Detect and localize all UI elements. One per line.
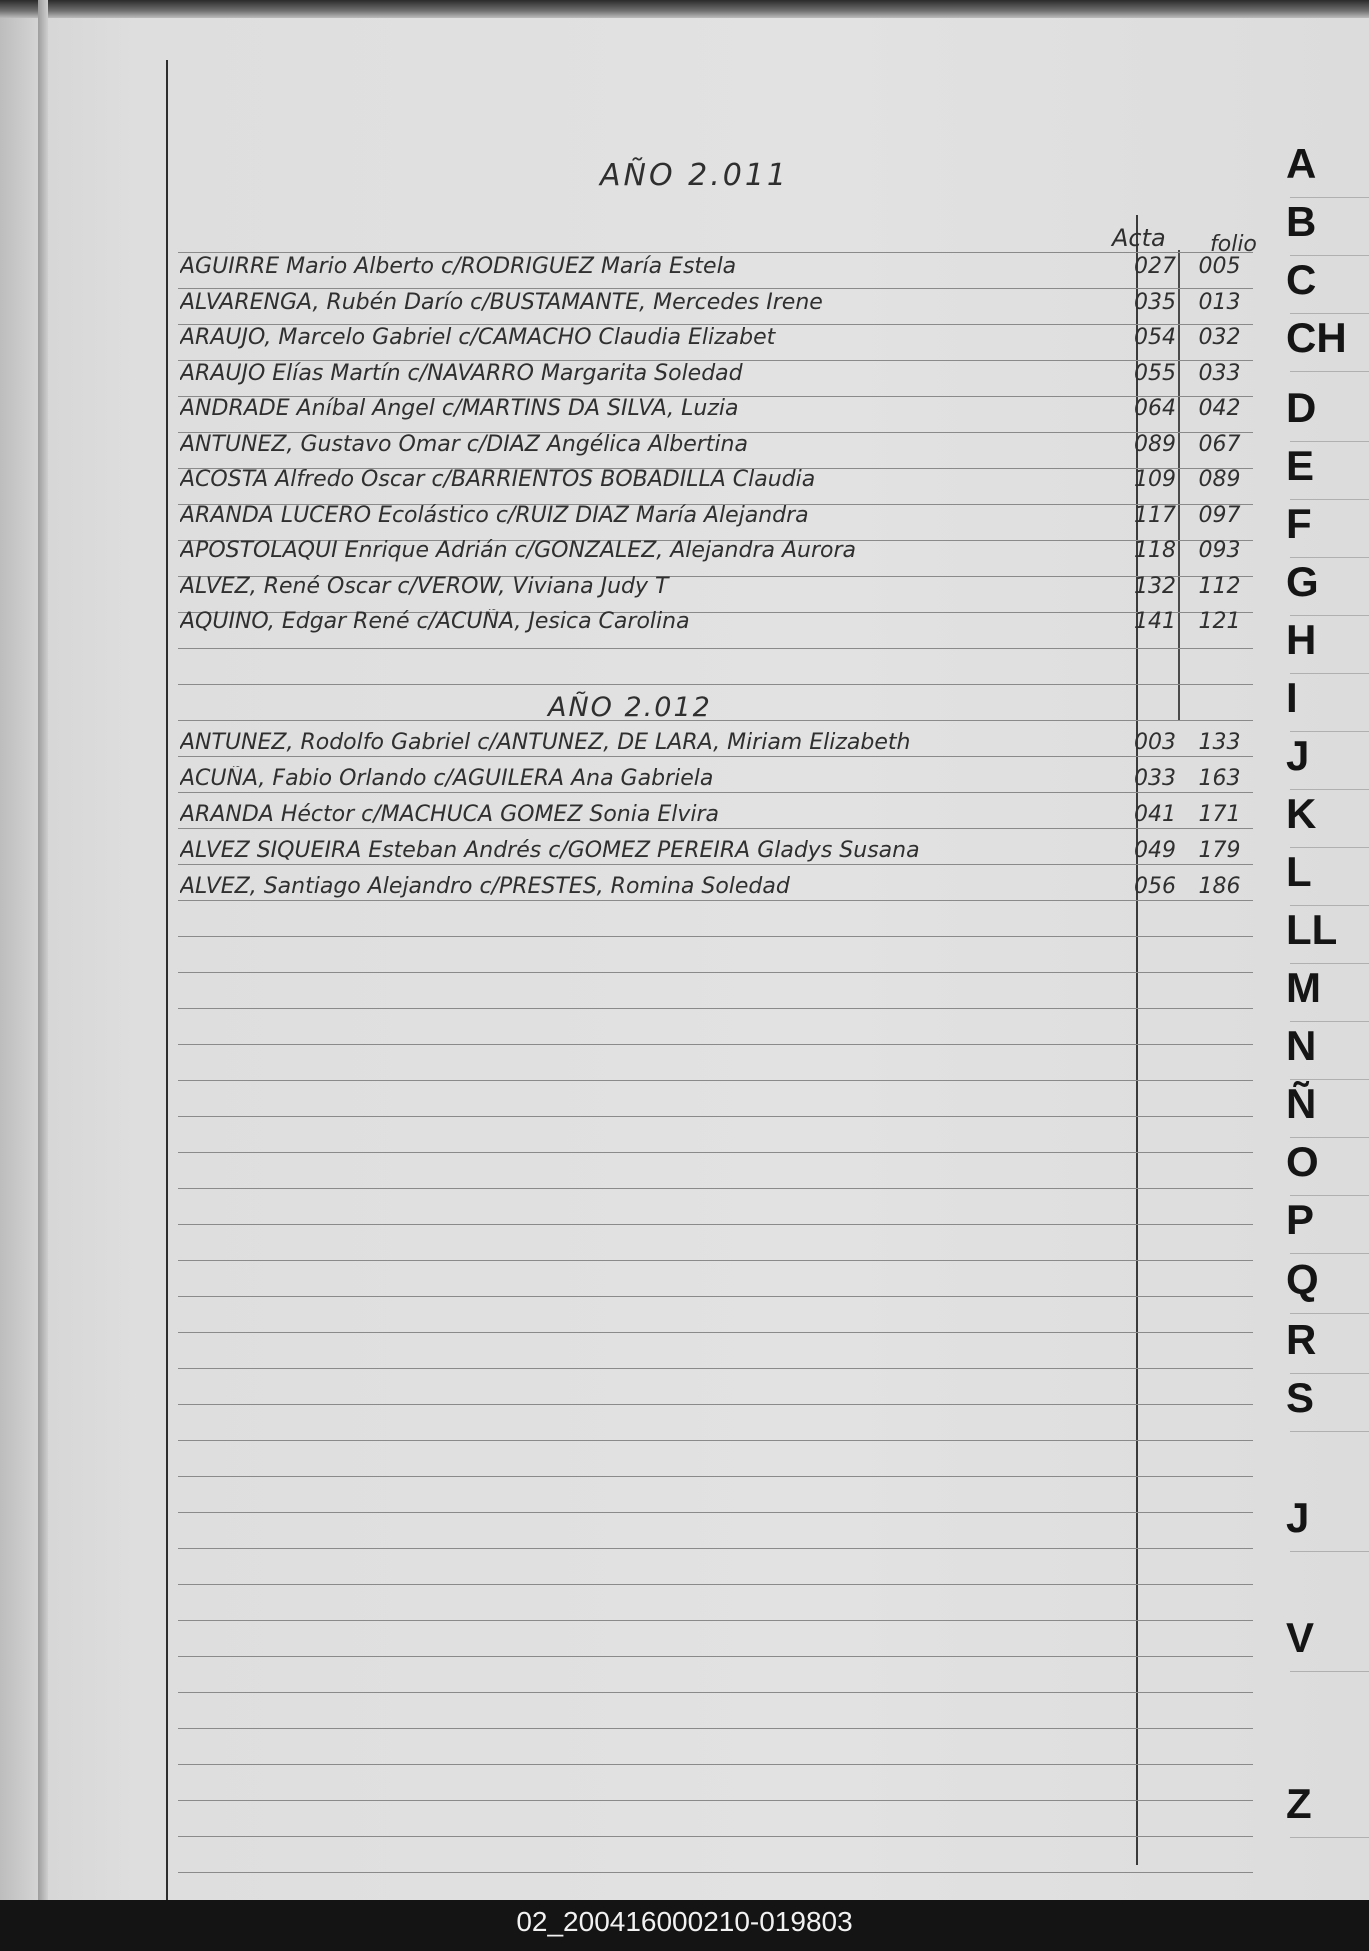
acta-column-header: Acta <box>1112 224 1166 252</box>
index-tab-letter: G <box>1286 558 1319 605</box>
index-tab[interactable] <box>1250 314 1369 372</box>
ruled-line <box>178 1368 1253 1369</box>
acta-number: 054 <box>1134 325 1176 350</box>
index-tab[interactable] <box>1250 674 1369 732</box>
index-tab[interactable] <box>1250 140 1369 198</box>
index-tab[interactable] <box>1250 1138 1369 1196</box>
index-tab[interactable] <box>1250 442 1369 500</box>
index-tab[interactable] <box>1250 1316 1369 1374</box>
register-entry <box>180 874 1260 904</box>
spouse-names: ACUÑA, Fabio Orlando c/AGUILERA Ana Gabriela <box>180 766 714 791</box>
index-tab-letter: M <box>1286 964 1321 1011</box>
page-top-edge <box>0 0 1369 18</box>
acta-number: 027 <box>1134 254 1176 279</box>
spouse-names: ALVEZ, Santiago Alejandro c/PRESTES, Romina Soledad <box>180 874 790 899</box>
acta-number: 056 <box>1134 874 1176 899</box>
index-tab-letter: CH <box>1286 314 1347 361</box>
ruled-line <box>178 1800 1253 1801</box>
register-entry <box>180 361 1260 391</box>
register-entry <box>180 802 1260 832</box>
ruled-line <box>178 972 1253 973</box>
register-entry <box>180 730 1260 760</box>
index-tab-letter: A <box>1286 140 1317 187</box>
ruled-line <box>178 1548 1253 1549</box>
ruled-line <box>178 1296 1253 1297</box>
scan-footer <box>0 1900 1369 1951</box>
document-code: 02_200416000210-019803 <box>516 1906 853 1937</box>
ruled-line <box>178 1728 1253 1729</box>
index-tab-letter: K <box>1286 790 1317 837</box>
index-tab[interactable] <box>1250 384 1369 442</box>
folio-number: 121 <box>1198 609 1241 634</box>
index-tab[interactable] <box>1250 848 1369 906</box>
index-tab-letter: I <box>1286 674 1298 721</box>
register-entry <box>180 290 1260 320</box>
folio-number: 013 <box>1198 289 1241 315</box>
folio-number: 097 <box>1198 502 1241 528</box>
tab-divider <box>1290 1551 1369 1552</box>
ruled-line <box>178 1260 1253 1261</box>
register-entry <box>180 396 1260 426</box>
index-tab[interactable] <box>1250 1080 1369 1138</box>
index-tab-letter: V <box>1286 1614 1315 1661</box>
acta-number: 118 <box>1134 538 1176 563</box>
index-tab[interactable] <box>1250 198 1369 256</box>
index-tab-letter: F <box>1286 500 1312 547</box>
spouse-names: ARANDA LUCERO Ecolástico c/RUIZ DIAZ María Alejandra <box>180 502 809 528</box>
ruled-line <box>178 1440 1253 1441</box>
tab-divider <box>1290 1431 1369 1432</box>
spouse-names: ALVEZ SIQUEIRA Esteban Andrés c/GOMEZ PEREIRA Gladys Susana <box>180 838 920 863</box>
ruled-line <box>178 1584 1253 1585</box>
index-tab[interactable] <box>1250 1256 1369 1314</box>
index-tab-letter: N <box>1286 1022 1317 1069</box>
register-entry <box>180 574 1260 604</box>
ruled-line <box>178 1080 1253 1081</box>
spouse-names: ARANDA Héctor c/MACHUCA GOMEZ Sonia Elvira <box>180 802 720 827</box>
acta-number: 035 <box>1134 289 1176 315</box>
acta-number: 117 <box>1134 502 1176 528</box>
index-tab[interactable] <box>1250 790 1369 848</box>
index-tab-letter: J <box>1286 732 1310 779</box>
folio-number: 093 <box>1198 538 1241 563</box>
year-2011-heading: AÑO 2.011 <box>600 158 789 193</box>
folio-number: 033 <box>1198 360 1241 386</box>
folio-number: 112 <box>1198 573 1241 599</box>
index-tab-letter: D <box>1286 384 1317 431</box>
tab-divider <box>1290 371 1369 372</box>
folio-number: 133 <box>1198 730 1241 755</box>
ruled-line <box>178 648 1253 649</box>
index-tab-letter: C <box>1286 256 1317 303</box>
ruled-line <box>178 1836 1253 1837</box>
register-entry <box>180 325 1260 355</box>
alphabet-index-tabs <box>1250 140 1369 1840</box>
ruled-line <box>178 1620 1253 1621</box>
index-tab[interactable] <box>1250 732 1369 790</box>
index-tab[interactable] <box>1250 1780 1369 1838</box>
ruled-line <box>178 1692 1253 1693</box>
ruled-line <box>178 1224 1253 1225</box>
index-tab[interactable] <box>1250 1196 1369 1254</box>
spouse-names: ARAUJO Elías Martín c/NAVARRO Margarita Soledad <box>180 360 743 386</box>
ruled-line <box>178 1188 1253 1189</box>
folio-number: 005 <box>1198 254 1241 279</box>
index-tab-letter: S <box>1286 1374 1315 1421</box>
acta-number: 033 <box>1134 766 1176 791</box>
tab-divider <box>1290 1253 1369 1254</box>
spouse-names: ALVEZ, René Oscar c/VEROW, Viviana Judy T <box>180 573 669 599</box>
ruled-line <box>178 1332 1253 1333</box>
index-tab-letter: O <box>1286 1138 1319 1185</box>
register-entry <box>180 838 1260 868</box>
spouse-names: ACOSTA Alfredo Oscar c/BARRIENTOS BOBADILLA Claudia <box>180 467 816 492</box>
ruled-line <box>178 720 1253 721</box>
index-tab-letter: R <box>1286 1316 1317 1363</box>
tab-divider <box>1290 1313 1369 1314</box>
acta-number: 049 <box>1134 838 1176 863</box>
ruled-line <box>178 1404 1253 1405</box>
tab-divider <box>1290 1671 1369 1672</box>
index-tab[interactable] <box>1250 906 1369 964</box>
ruled-line <box>178 1152 1253 1153</box>
book-binding <box>38 0 48 1900</box>
folio-number: 163 <box>1198 766 1241 791</box>
folio-number: 186 <box>1198 874 1241 899</box>
register-entry <box>180 766 1260 796</box>
folio-number: 042 <box>1198 396 1241 421</box>
index-tab-letter: LL <box>1286 906 1338 953</box>
index-tab-letter: H <box>1286 616 1317 663</box>
acta-number: 089 <box>1134 431 1176 457</box>
spouse-names: APOSTOLAQUI Enrique Adrián c/GONZALEZ, Alejandra Aurora <box>180 538 856 563</box>
spouse-names: ANTUNEZ, Gustavo Omar c/DIAZ Angélica Albertina <box>180 431 748 457</box>
index-tab[interactable] <box>1250 616 1369 674</box>
register-entry <box>180 609 1260 639</box>
spouse-names: AGUIRRE Mario Alberto c/RODRIGUEZ María Estela <box>180 254 737 279</box>
index-tab-letter: L <box>1286 848 1312 895</box>
ruled-line <box>178 936 1253 937</box>
folio-number: 171 <box>1198 802 1241 827</box>
folio-number: 089 <box>1198 467 1241 492</box>
index-tab[interactable] <box>1250 1374 1369 1432</box>
index-tab-letter: Q <box>1286 1256 1319 1303</box>
index-tab[interactable] <box>1250 558 1369 616</box>
index-tab[interactable] <box>1250 500 1369 558</box>
acta-number: 132 <box>1134 573 1176 599</box>
acta-number: 109 <box>1134 467 1176 492</box>
index-tab[interactable] <box>1250 964 1369 1022</box>
left-margin-line <box>166 60 168 1900</box>
index-tab-letter: B <box>1286 198 1317 245</box>
folio-number: 179 <box>1198 838 1241 863</box>
index-tab[interactable] <box>1250 1022 1369 1080</box>
ruled-line <box>178 1764 1253 1765</box>
ruled-line <box>178 252 1253 253</box>
index-tab-letter: J <box>1286 1494 1310 1541</box>
folio-number: 067 <box>1198 431 1241 457</box>
index-tab[interactable] <box>1250 1614 1369 1672</box>
ruled-line <box>178 1656 1253 1657</box>
register-entry <box>180 503 1260 533</box>
index-tab[interactable] <box>1250 256 1369 314</box>
index-tab-letter: Ñ <box>1286 1080 1317 1127</box>
ruled-line <box>178 1044 1253 1045</box>
spouse-names: AQUINO, Edgar René c/ACUÑA, Jesica Carolina <box>180 609 690 634</box>
tab-divider <box>1290 1837 1369 1838</box>
acta-number: 003 <box>1134 730 1176 755</box>
index-tab-letter: E <box>1286 442 1315 489</box>
spouse-names: ANDRADE Aníbal Angel c/MARTINS DA SILVA, Luzia <box>180 396 739 421</box>
folio-column-header: folio <box>1210 232 1257 257</box>
acta-number: 141 <box>1134 609 1176 634</box>
spouse-names: ANTUNEZ, Rodolfo Gabriel c/ANTUNEZ, DE LARA, Miriam Elizabeth <box>180 730 911 755</box>
ruled-line <box>178 684 1253 685</box>
folio-number: 032 <box>1198 325 1241 350</box>
register-entry <box>180 467 1260 497</box>
index-tab[interactable] <box>1250 1494 1369 1552</box>
spouse-names: ARAUJO, Marcelo Gabriel c/CAMACHO Claudia Elizabet <box>180 325 776 350</box>
acta-number: 064 <box>1134 396 1176 421</box>
acta-number: 041 <box>1134 802 1176 827</box>
ruled-line <box>178 1008 1253 1009</box>
register-entry <box>180 538 1260 568</box>
index-tab-letter: Z <box>1286 1780 1312 1827</box>
year-2012-heading: AÑO 2.012 <box>548 692 712 723</box>
ruled-line <box>178 1116 1253 1117</box>
register-entry <box>180 254 1260 284</box>
register-entry <box>180 432 1260 462</box>
index-tab-letter: P <box>1286 1196 1315 1243</box>
acta-column-separator <box>1136 215 1138 1865</box>
ruled-line <box>178 1872 1253 1873</box>
acta-number: 055 <box>1134 360 1176 386</box>
ruled-line <box>178 1512 1253 1513</box>
ruled-line <box>178 1476 1253 1477</box>
spouse-names: ALVARENGA, Rubén Darío c/BUSTAMANTE, Mercedes Irene <box>180 289 823 315</box>
